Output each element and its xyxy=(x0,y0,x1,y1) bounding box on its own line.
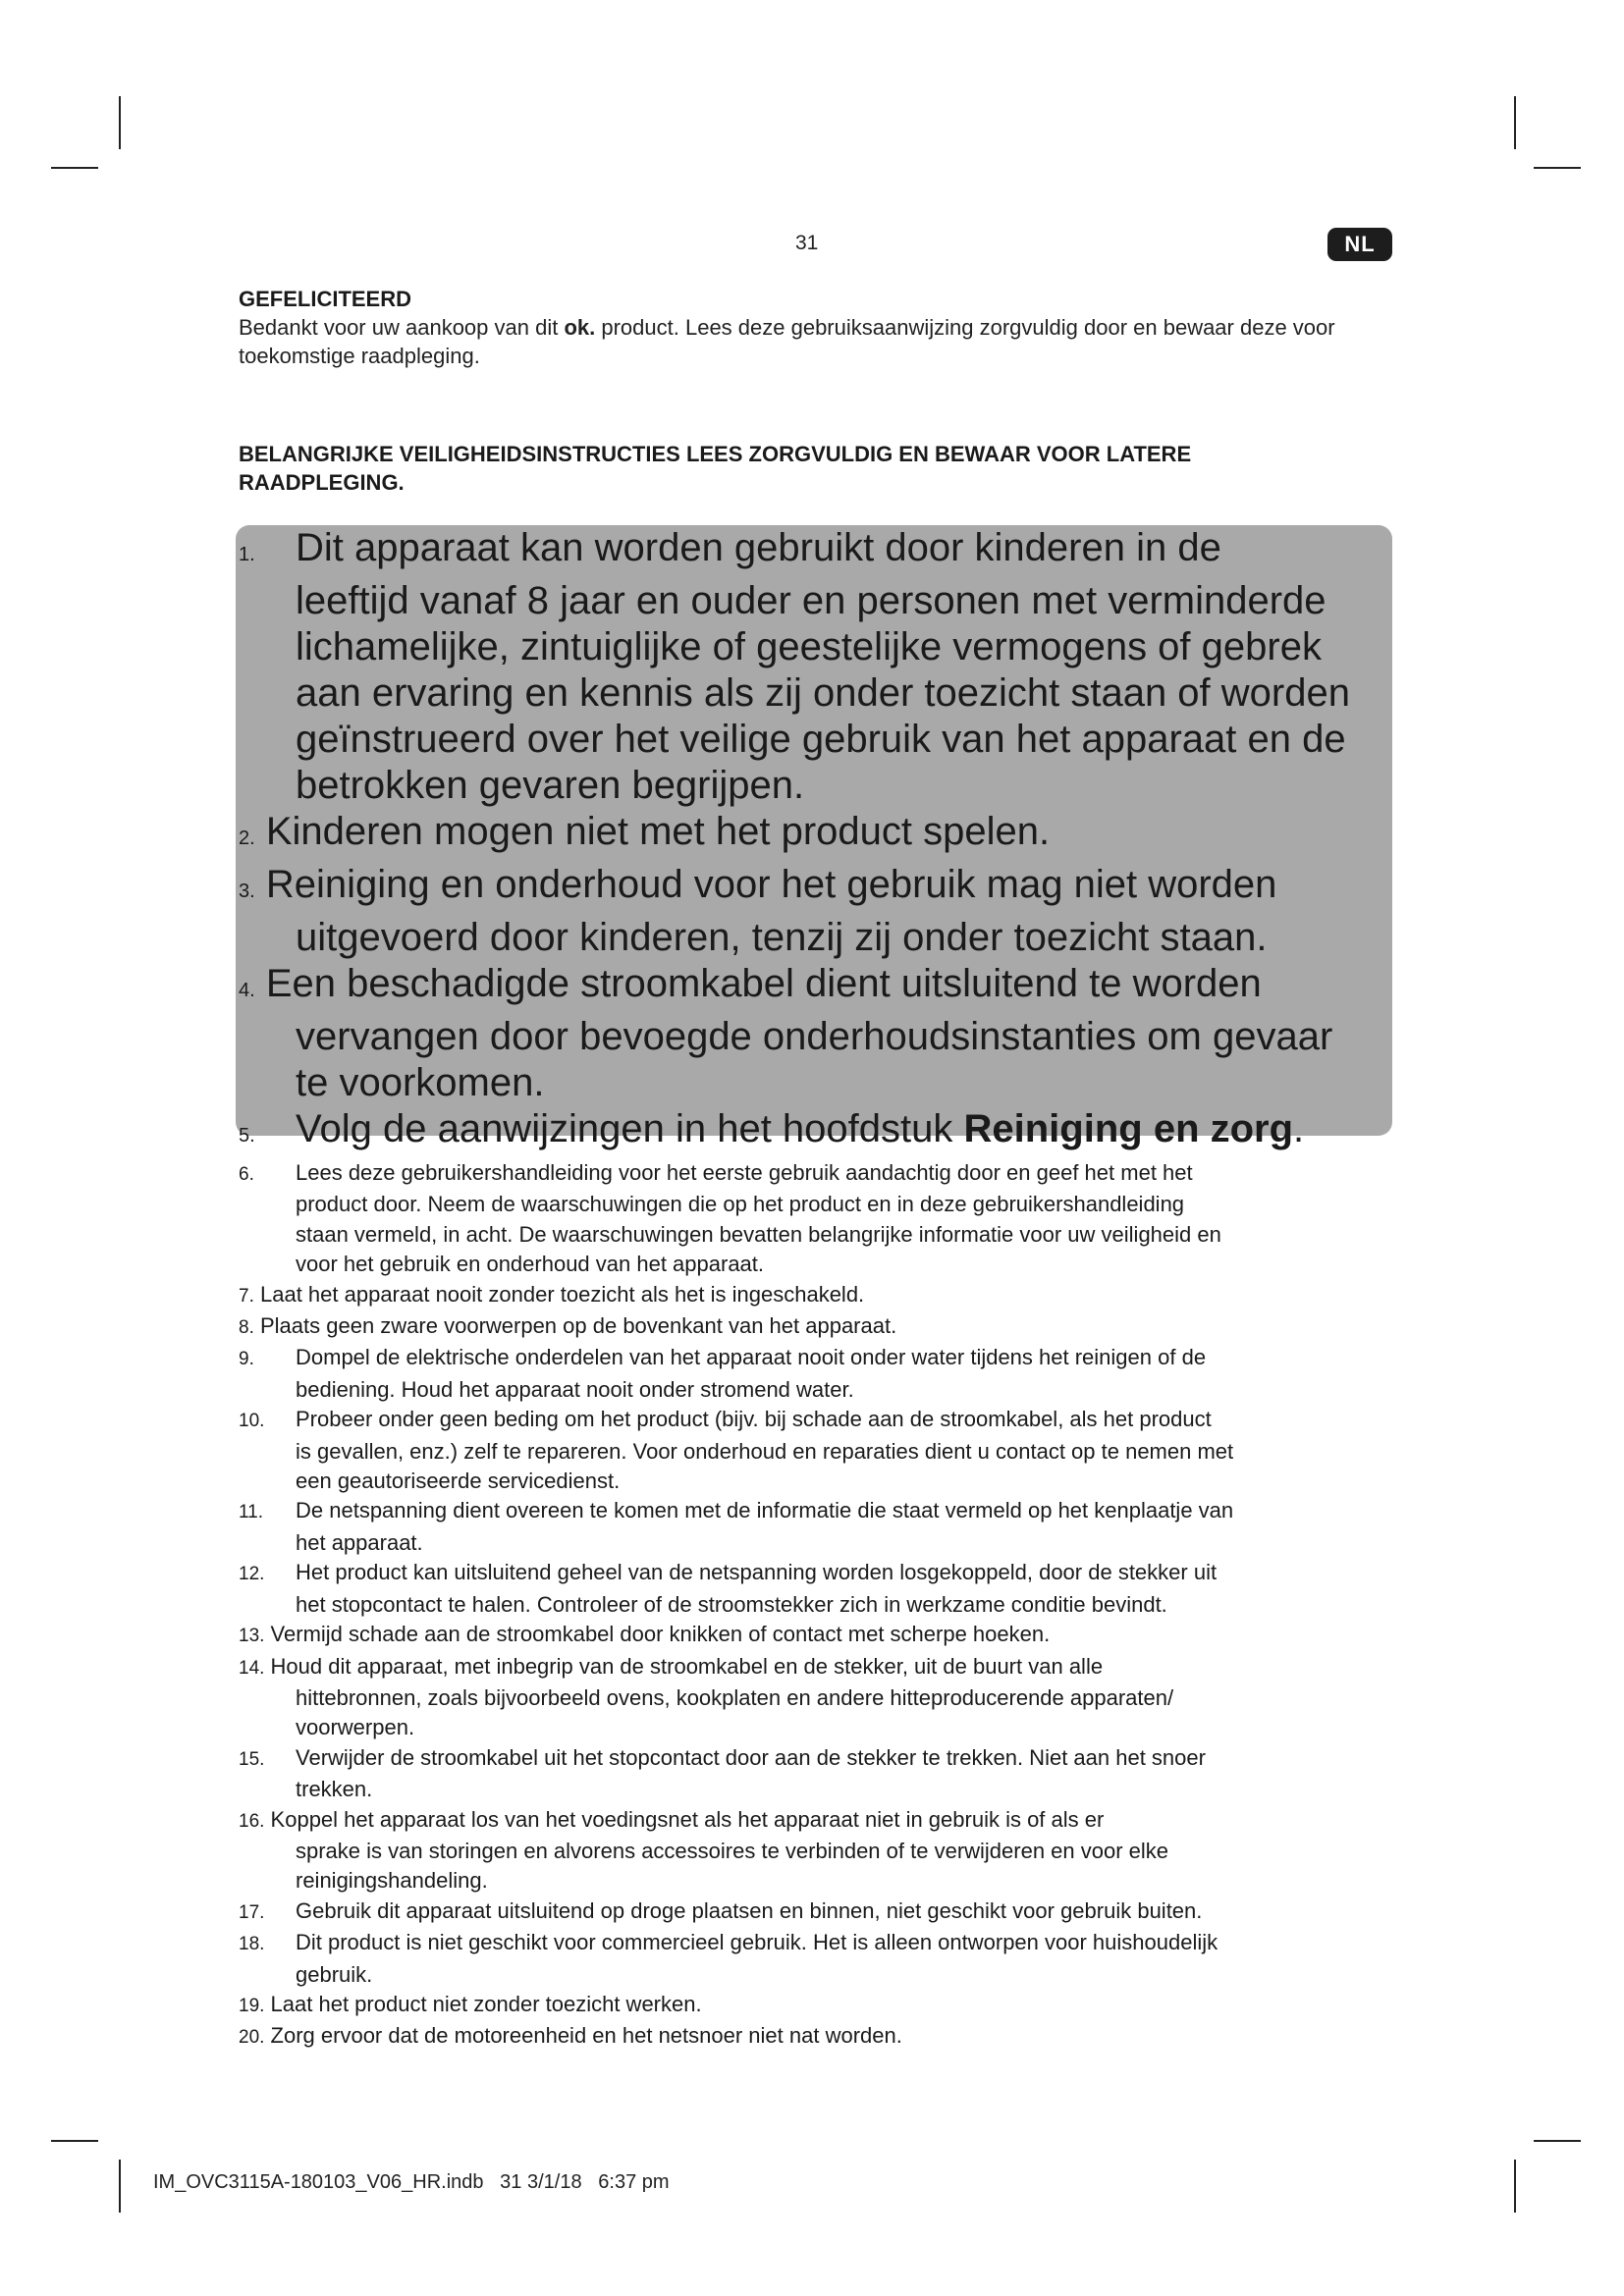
item-line: Gebruik dit apparaat uitsluitend op droge plaatsen en binnen, niet geschikt voor gebruik buiten. xyxy=(296,1897,1203,1923)
crop-mark-bl-h xyxy=(51,2140,98,2142)
item-line: Dompel de elektrische onderdelen van het apparaat nooit onder water tijdens het reinigen of de xyxy=(296,1345,1207,1370)
list-item xyxy=(239,1496,1397,1558)
boxed-item xyxy=(239,1106,1387,1159)
item-number: 10. xyxy=(239,1411,265,1432)
crop-mark-tr-h xyxy=(1534,167,1581,169)
chapter-reference: Reiniging en zorg xyxy=(963,1107,1294,1150)
list-item xyxy=(239,1558,1397,1620)
item-line: bediening. Houd het apparaat nooit onder stromend water. xyxy=(296,1376,854,1402)
item-line: gebruik. xyxy=(296,1961,373,1987)
item-number: 6. xyxy=(239,1164,254,1185)
safety-heading xyxy=(239,440,1392,497)
page-number: 31 xyxy=(795,232,819,254)
intro-text-after: product. Lees deze gebruiksaanwijzing zorgvuldig door en bewaar deze voor toekomstige raadpleging. xyxy=(239,315,1335,368)
intro-section xyxy=(239,285,1392,370)
item-number: 18. xyxy=(239,1934,265,1955)
safety-heading-line-1: BELANGRIJKE VEILIGHEIDSINSTRUCTIES LEES ZORGVULDIG EN BEWAAR VOOR LATERE xyxy=(239,442,1192,466)
crop-mark-tr-v xyxy=(1514,96,1516,149)
item-line: aan ervaring en kennis als zij onder toezicht staan of worden xyxy=(296,671,1350,715)
item-line: Laat het product niet zonder toezicht werken. xyxy=(270,1991,702,2016)
crop-mark-br-v xyxy=(1514,2160,1516,2213)
list-item xyxy=(239,1652,1397,1743)
item-number: 14. xyxy=(239,1657,265,1679)
item-line: het apparaat. xyxy=(296,1529,423,1555)
item-line: Zorg ervoor dat de motoreenheid en het netsnoer niet nat worden. xyxy=(270,2023,902,2049)
item-line: betrokken gevaren begrijpen. xyxy=(296,764,805,807)
item-line: is gevallen, enz.) zelf te repareren. Voor onderhoud en reparaties dient u contact op te nemen met xyxy=(296,1438,1234,1464)
item-line: Lees deze gebruikershandleiding voor het eerste gebruik aandachtig door en geef het met het xyxy=(296,1160,1193,1185)
safety-heading-line-2: RAADPLEGING. xyxy=(239,470,405,495)
instruction-list xyxy=(239,1158,1397,2054)
footer-datetime: 3/1/18 6:37 pm xyxy=(527,2171,670,2193)
boxed-item xyxy=(239,961,1387,1106)
list-item xyxy=(239,2021,1397,2053)
list-item xyxy=(239,1343,1397,1405)
item-line: Dit product is niet geschikt voor commercieel gebruik. Het is alleen ontworpen voor huishoudelijk xyxy=(296,1930,1218,1955)
crop-mark-tl-v xyxy=(119,96,121,149)
item-line: te voorkomen. xyxy=(296,1061,545,1104)
item-number: 5. xyxy=(239,1125,255,1147)
item-number: 13. xyxy=(239,1626,265,1647)
item-line: sprake is van storingen en alvorens accessoires te verbinden of te verwijderen en voor elke xyxy=(296,1838,1169,1863)
list-item xyxy=(239,1896,1397,1928)
item-line: hittebronnen, zoals bijvoorbeeld ovens, kookplaten en andere hitteproducerende apparaten/ xyxy=(296,1684,1174,1710)
brand-name: ok. xyxy=(564,315,596,340)
footer-file: IM_OVC3115A-180103_V06_HR.indb 31 xyxy=(153,2171,522,2193)
intro-text xyxy=(239,313,1392,370)
language-badge: NL xyxy=(1327,228,1392,261)
intro-text-before: Bedankt voor uw aankoop van dit xyxy=(239,315,565,340)
item-number: 7. xyxy=(239,1285,254,1307)
item-line: lichamelijke, zintuiglijke of geestelijke vermogens of gebrek xyxy=(296,625,1322,668)
item-number: 12. xyxy=(239,1564,265,1585)
list-item xyxy=(239,1158,1397,1280)
list-item xyxy=(239,1928,1397,1990)
item-line: Probeer onder geen beding om het product (bijv. bij schade aan de stroomkabel, als het product xyxy=(296,1407,1212,1432)
item-number: 9. xyxy=(239,1349,254,1370)
item-line: Dit apparaat kan worden gebruikt door kinderen in de xyxy=(296,526,1221,569)
item-number: 8. xyxy=(239,1317,254,1339)
item-number: 3. xyxy=(239,881,255,902)
list-item xyxy=(239,1280,1397,1311)
item-line: Vermijd schade aan de stroomkabel door knikken of contact met scherpe hoeken. xyxy=(270,1622,1051,1647)
item-number: 17. xyxy=(239,1901,265,1923)
list-item xyxy=(239,1990,1397,2021)
item-text: Volg de aanwijzingen in het hoofdstuk xyxy=(296,1107,964,1150)
item-text-end: . xyxy=(1293,1107,1305,1150)
item-line: staan vermeld, in acht. De waarschuwingen bevatten belangrijke informatie voor uw veiligheid en xyxy=(296,1221,1221,1247)
list-item xyxy=(239,1620,1397,1651)
crop-mark-tl-h xyxy=(51,167,98,169)
item-line: een geautoriseerde servicedienst. xyxy=(296,1468,621,1494)
item-line: geïnstrueerd over het veilige gebruik van het apparaat en de xyxy=(296,718,1346,761)
item-line: vervangen door bevoegde onderhoudsinstanties om gevaar xyxy=(296,1015,1333,1058)
item-number: 2. xyxy=(239,828,255,849)
boxed-item xyxy=(239,809,1387,862)
item-line: Reiniging en onderhoud voor het gebruik mag niet worden xyxy=(265,863,1277,906)
list-item xyxy=(239,1311,1397,1343)
item-number: 19. xyxy=(239,1995,265,2016)
item-line: product door. Neem de waarschuwingen die op het product en in deze gebruikershandleiding xyxy=(296,1192,1185,1217)
item-line: Plaats geen zware voorwerpen op de bovenkant van het apparaat. xyxy=(259,1313,897,1339)
item-line: Houd dit apparaat, met inbegrip van de stroomkabel en de stekker, uit de buurt van alle xyxy=(270,1653,1104,1679)
item-number: 1. xyxy=(239,544,255,565)
item-line: trekken. xyxy=(296,1777,373,1802)
boxed-item xyxy=(239,862,1387,961)
print-footer xyxy=(153,2171,670,2194)
list-item xyxy=(239,1405,1397,1496)
item-number: 16. xyxy=(239,1810,265,1832)
item-line: uitgevoerd door kinderen, tenzij zij onder toezicht staan. xyxy=(296,916,1268,959)
list-item xyxy=(239,1805,1397,1896)
item-line: De netspanning dient overeen te komen met de informatie die staat vermeld op het kenplaatje van xyxy=(296,1498,1234,1523)
crop-mark-br-h xyxy=(1534,2140,1581,2142)
item-line: voorwerpen. xyxy=(296,1715,415,1740)
crop-mark-bl-v xyxy=(119,2160,121,2213)
item-line: Het product kan uitsluitend geheel van de netspanning worden losgekoppeld, door de stekker uit xyxy=(296,1560,1218,1585)
item-number: 11. xyxy=(239,1502,264,1523)
item-line: Kinderen mogen niet met het product spelen. xyxy=(265,810,1051,853)
list-item xyxy=(239,1743,1397,1805)
item-line: Verwijder de stroomkabel uit het stopcontact door aan de stekker te trekken. Niet aan het snoer xyxy=(296,1744,1206,1770)
item-line: leeftijd vanaf 8 jaar en ouder en personen met verminderde xyxy=(296,579,1326,622)
item-line: Een beschadigde stroomkabel dient uitsluitend te worden xyxy=(265,962,1262,1005)
boxed-item xyxy=(239,525,1387,809)
item-number: 4. xyxy=(239,980,255,1001)
item-line: Laat het apparaat nooit zonder toezicht als het is ingeschakeld. xyxy=(259,1281,865,1307)
intro-heading: GEFELICITEERD xyxy=(239,287,412,311)
item-number: 15. xyxy=(239,1748,265,1770)
item-line: het stopcontact te halen. Controleer of de stroomstekker zich in werkzame conditie bevindt. xyxy=(296,1591,1167,1617)
item-number: 20. xyxy=(239,2027,265,2049)
item-line: reinigingshandeling. xyxy=(296,1868,488,1894)
boxed-instructions xyxy=(239,525,1387,1159)
item-line: Koppel het apparaat los van het voedingsnet als het apparaat niet in gebruik is of als er xyxy=(270,1806,1105,1832)
item-line: voor het gebruik en onderhoud van het apparaat. xyxy=(296,1252,765,1277)
